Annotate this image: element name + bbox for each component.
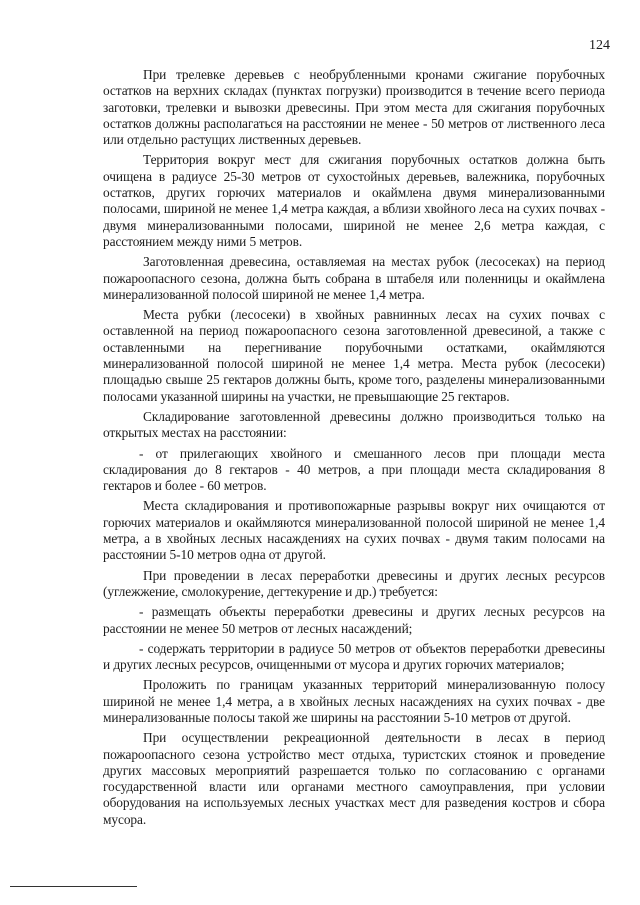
paragraph: При проведении в лесах переработки древесины и других лесных ресурсов (углежжение, смолокурение, дегтекурение и др.) требуется: <box>103 567 605 599</box>
paragraph: Складирование заготовленной древесины должно производиться только на открытых местах на расстоянии: <box>103 408 605 441</box>
list-item: - содержать территории в радиусе 50 метров от объектов переработки древесины и других лесных ресурсов, очищенными от мусора и других горючих материалов; <box>103 640 605 673</box>
footnote-separator <box>10 886 137 887</box>
paragraph: Заготовленная древесина, оставляемая на местах рубок (лесосеках) на период пожароопасного сезона, должна быть собрана в штабеля или поленницы и окаймлена минерализованной полосой шириной не менее 1,4 метра. <box>103 254 605 302</box>
paragraph: Места складирования и противопожарные разрывы вокруг них очищаются от горючих материалов и окаймляются минерализованной полосой шириной не менее 1,4 метра, а в хвойных лесных насаждениях на сухих почвах - двумя таким полосами на расстоянии 5-10 метров одна от другой. <box>103 498 605 563</box>
list-item: - размещать объекты переработки древесины и других лесных ресурсов на расстоянии не менее 50 метров от лесных насаждений; <box>103 604 605 636</box>
document-body <box>103 67 605 832</box>
list-item: - от прилегающих хвойного и смешанного лесов при площади места складирования до 8 гектаров - 40 метров, а при площади места складирования 8 гектаров и более - 60 метров. <box>103 445 605 494</box>
page-number: 124 <box>589 38 610 53</box>
paragraph: Проложить по границам указанных территорий минерализованную полосу шириной не менее 1,4 метра, а в хвойных лесных насаждениях на сухих почвах - две минерализованные полосы такой же ширины на расстоянии 5-10 метров от другой. <box>103 677 605 725</box>
paragraph: При трелевке деревьев с необрубленными кронами сжигание порубочных остатков на верхних складах (пунктах погрузки) производится в течение всего периода заготовки, трелевки и вывозки древесины. При этом места для сжигания порубочных остатков должны располагаться на расстоянии не менее - 50 метров от лиственного леса или отдельно растущих лиственных деревьев. <box>103 67 605 148</box>
paragraph: Места рубки (лесосеки) в хвойных равнинных лесах на сухих почвах с оставленной на период пожароопасного сезона заготовленной древесиной, а также с оставленными на перегнивание порубочными остатками, окаймляются минерализованной полосой шириной не менее 1,4 метра. Места рубок (лесосеки) площадью свыше 25 гектаров должны быть, кроме того, разделены минерализованными полосами указанной ширины на участки, не превышающие 25 гектаров. <box>103 307 605 404</box>
paragraph: Территория вокруг мест для сжигания порубочных остатков должна быть очищена в радиусе 25-30 метров от сухостойных деревьев, валежника, порубочных остатков, других горючих материалов и окаймлена двумя минерализованными полосами, шириной не менее 1,4 метра каждая, а вблизи хвойного леса на сухих почвах - двумя минерализованными полосами, шириной не менее 2,6 метра каждая, с расстоянием между ними 5 метров. <box>103 152 605 249</box>
paragraph: При осуществлении рекреационной деятельности в лесах в период пожароопасного сезона устройство мест отдыха, туристских стоянок и проведение других массовых мероприятий разрешается только по согласованию с органами государственной власти или органами местного самоуправления, при условии оборудования на используемых лесных участках мест для разведения костров и сбора мусора. <box>103 730 605 827</box>
